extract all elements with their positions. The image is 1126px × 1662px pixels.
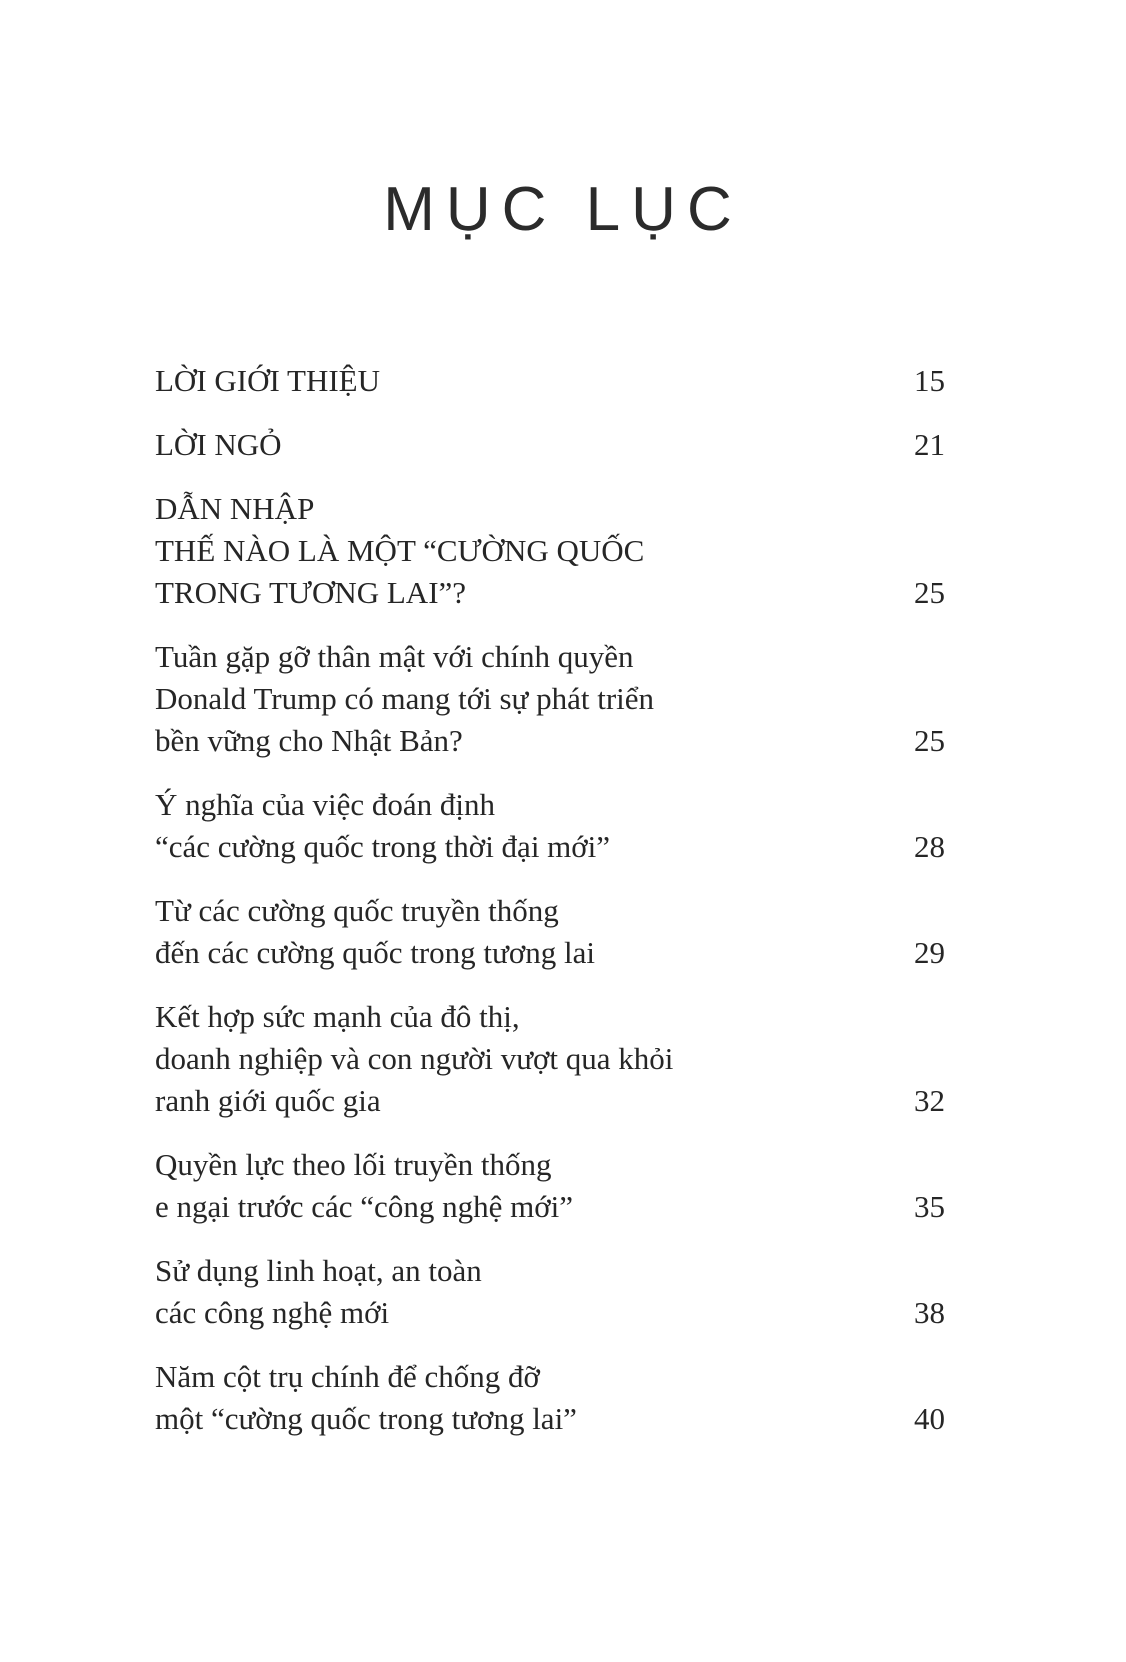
toc-entry-line: Donald Trump có mang tới sự phát triển	[155, 681, 655, 716]
toc-entry	[155, 996, 945, 1122]
toc-entry-line: TRONG TƯƠNG LAI”?	[155, 575, 467, 610]
toc-entry-line: doanh nghiệp và con người vượt qua khỏi	[155, 1041, 674, 1076]
toc-entry-title	[155, 784, 894, 868]
toc-entry-title	[155, 424, 894, 466]
toc-entry-page-number: 25	[914, 575, 945, 610]
toc-entry-title	[155, 1144, 894, 1228]
toc-entry-title	[155, 890, 894, 974]
toc-entry-line: THẾ NÀO LÀ MỘT “CƯỜNG QUỐC	[155, 533, 645, 568]
page-title: MỤC LỤC	[383, 175, 743, 244]
toc-entry	[155, 1356, 945, 1440]
toc-entry-title	[155, 1250, 894, 1334]
toc-entry-line: Ý nghĩa của việc đoán định	[155, 787, 496, 822]
toc-entry-page-number: 40	[914, 1401, 945, 1436]
toc-entry	[155, 636, 945, 762]
toc-entry	[155, 784, 945, 868]
toc-entry-line: đến các cường quốc trong tương lai	[155, 935, 595, 970]
toc-entry-line: Từ các cường quốc truyền thống	[155, 893, 559, 928]
toc-entry-line: Kết hợp sức mạnh của đô thị,	[155, 999, 520, 1034]
toc-entry-line: DẪN NHẬP	[155, 491, 315, 526]
toc-entry-page-number: 35	[914, 1189, 945, 1224]
toc-entry-page-number: 32	[914, 1083, 945, 1118]
toc-entry	[155, 1144, 945, 1228]
toc-entry-line: Năm cột trụ chính để chống đỡ	[155, 1359, 540, 1394]
toc-entry-line: e ngại trước các “công nghệ mới”	[155, 1189, 573, 1224]
toc-entry-page-number: 25	[914, 723, 945, 758]
toc-entry-line: một “cường quốc trong tương lai”	[155, 1401, 577, 1436]
toc-entry-page-number: 15	[914, 363, 945, 398]
toc-entry-title	[155, 488, 894, 614]
toc-entry-line: các công nghệ mới	[155, 1295, 390, 1330]
toc-entry-page-number: 21	[914, 427, 945, 462]
toc-entry-page-number: 29	[914, 935, 945, 970]
toc-entry	[155, 890, 945, 974]
toc-entry-title	[155, 360, 894, 402]
toc-entry	[155, 360, 945, 402]
toc-list	[155, 360, 945, 1440]
toc-entry-line: ranh giới quốc gia	[155, 1083, 381, 1118]
toc-entry-line: bền vững cho Nhật Bản?	[155, 723, 463, 758]
toc-entry-line: LỜI NGỎ	[155, 427, 282, 462]
toc-entry-line: LỜI GIỚI THIỆU	[155, 363, 380, 398]
toc-entry-line: Tuần gặp gỡ thân mật với chính quyền	[155, 639, 634, 674]
toc-entry-title	[155, 1356, 894, 1440]
toc-entry-page-number: 28	[914, 829, 945, 864]
toc-entry-line: “các cường quốc trong thời đại mới”	[155, 829, 611, 864]
toc-entry	[155, 488, 945, 614]
toc-entry-line: Quyền lực theo lối truyền thống	[155, 1147, 552, 1182]
toc-entry	[155, 1250, 945, 1334]
toc-entry-title	[155, 636, 894, 762]
toc-entry-line: Sử dụng linh hoạt, an toàn	[155, 1253, 482, 1288]
toc-entry-title	[155, 996, 894, 1122]
toc-entry-page-number: 38	[914, 1295, 945, 1330]
toc-entry	[155, 424, 945, 466]
